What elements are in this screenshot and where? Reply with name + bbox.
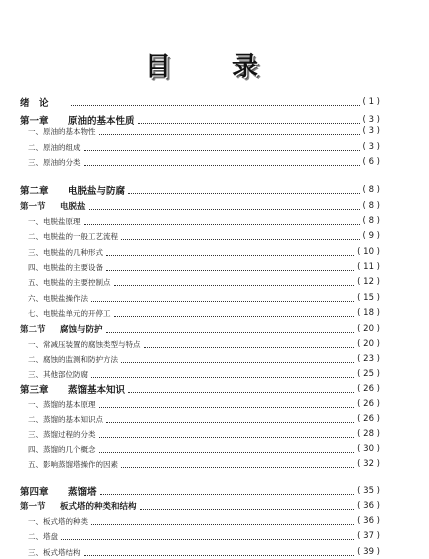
toc-entry-title [20,382,125,396]
toc-page-number: ( 36 ) [357,501,380,511]
toc-page-number: ( 35 ) [357,486,380,496]
leader-dots [61,538,354,540]
toc-page-number: ( 6 ) [362,157,380,167]
toc-page-number: ( 37 ) [357,531,380,541]
toc-entry-title [20,95,68,109]
toc-entry-label: 第四章 [20,487,49,498]
leader-dots [106,269,354,271]
leader-dots [128,192,360,194]
leader-dots [144,346,355,348]
toc-page-number: ( 10 ) [357,247,380,257]
leader-dots [71,104,360,106]
toc-entry-text: 三、蒸馏过程的分类 [28,429,96,439]
leader-dots [91,300,354,302]
toc-entry-title [28,369,88,380]
toc-section-row [20,322,380,336]
toc-chapter-row [20,484,380,498]
toc-entry-text: 一、电脱盐原理 [28,216,81,226]
toc-item-row [28,412,380,426]
toc-page-number: ( 11 ) [357,262,380,272]
toc-entry-title [28,262,103,273]
toc-entry-text: 五、电脱盐的主要控制点 [28,277,111,287]
toc-entry-text: 五、影响蒸馏塔操作的因素 [28,459,118,469]
toc-entry-text: 电脱盐 [60,202,86,212]
toc-section-row [20,199,380,213]
toc-entry-title [28,414,103,425]
toc-item-row [28,427,380,441]
toc-entry-title [28,231,118,242]
leader-dots [91,523,354,525]
toc-page-number: ( 12 ) [357,277,380,287]
toc-entry-text: 蒸馏基本知识 [68,385,126,396]
toc-item-row [28,306,380,320]
leader-dots [84,223,360,225]
toc-item-row [28,367,380,381]
leader-dots [106,331,355,333]
toc-item-row [28,514,380,528]
toc-entry-text: 三、电脱盐的几种形式 [28,247,103,257]
toc-entry-title [20,500,137,512]
toc-chapter-row [20,95,380,109]
toc-entry-title [28,399,96,410]
toc-page-number: ( 26 ) [357,399,380,409]
toc-page-number: ( 9 ) [362,231,380,241]
toc-page-number: ( 20 ) [357,324,380,334]
toc-page-number: ( 15 ) [357,293,380,303]
leader-dots [99,406,355,408]
leader-dots [84,164,360,166]
toc-entry-text: 三、原油的分类 [28,157,81,167]
toc-entry-title [28,157,81,168]
toc-page-number: ( 25 ) [357,369,380,379]
toc-entry-label: 第一节 [20,202,46,212]
toc-entry-text: 电脱盐与防腐 [68,186,126,197]
toc-entry-text: 四、蒸馏的几个概念 [28,444,96,454]
toc-entry-title [28,247,103,258]
leader-dots [99,451,355,453]
toc-entry-title [28,216,81,227]
toc-entry-text: 二、蒸馏的基本知识点 [28,414,103,424]
toc-entry-title [28,354,118,365]
toc-page-number: ( 3 ) [362,142,380,152]
toc-entry-label: 绪 论 [20,98,49,109]
leader-dots [106,421,354,423]
leader-dots [114,315,355,317]
toc-item-row [28,397,380,411]
toc-entry-title [28,142,81,153]
toc-item-row [28,275,380,289]
toc-entry-label: 第二节 [20,325,46,335]
toc-entry-title [28,126,96,137]
toc-item-row [28,155,380,169]
toc-entry-text: 蒸馏塔 [68,487,97,498]
toc-entry-text: 三、其他部位防腐 [28,369,88,379]
toc-entry-text: 四、电脱盐的主要设备 [28,262,103,272]
toc-page-number: ( 36 ) [357,516,380,526]
toc-item-row [28,457,380,471]
toc-section-row [20,499,380,513]
leader-dots [84,149,360,151]
leader-dots [114,284,355,286]
toc-entry-title [28,547,81,558]
toc-entry-text: 一、板式塔的种类 [28,516,88,526]
leader-dots [121,238,360,240]
toc-item-row [28,260,380,274]
toc-entry-title [28,308,111,319]
leader-dots [121,466,354,468]
toc-chapter-row [20,382,380,396]
toc-page-number: ( 30 ) [357,444,380,454]
toc-item-row [28,245,380,259]
toc-item-row [28,140,380,154]
leader-dots [106,254,354,256]
page-title: 目 录 [144,52,285,82]
toc-entry-title [28,429,96,440]
toc-page-number: ( 1 ) [362,97,380,107]
toc-entry-title [28,516,88,527]
toc-entry-title [20,200,86,212]
toc-page-number: ( 3 ) [362,126,380,136]
toc-entry-label: 第二章 [20,186,49,197]
toc-entry-title [28,444,96,455]
toc-item-row [28,529,380,543]
leader-dots [91,376,354,378]
toc-entry-text: 三、板式塔结构 [28,547,81,557]
toc-page-number: ( 26 ) [357,414,380,424]
toc-item-row [28,442,380,456]
toc-item-row [28,124,380,138]
leader-dots [100,493,355,495]
toc-entry-text: 七、电脱盐单元的开停工 [28,308,111,318]
toc-entry-text: 板式塔的种类和结构 [60,502,137,512]
toc-entry-title [20,323,103,335]
toc-item-row [28,352,380,366]
toc-entry-text: 一、常减压装置的腐蚀类型与特点 [28,339,141,349]
leader-dots [84,554,355,556]
toc-entry-label: 第三章 [20,385,49,396]
leader-dots [128,391,354,393]
toc-page-number: ( 8 ) [362,216,380,226]
toc-page-number: ( 32 ) [357,459,380,469]
toc-entry-title [20,484,97,498]
toc-item-row [28,291,380,305]
toc-page-number: ( 39 ) [357,547,380,557]
toc-entry-text: 二、腐蚀的监测和防护方法 [28,354,118,364]
toc-page-number: ( 8 ) [362,201,380,211]
toc-entry-text: 二、原油的组成 [28,142,81,152]
toc-entry-title [28,531,58,542]
toc-entry-text: 六、电脱盐操作法 [28,293,88,303]
toc-entry-title [28,293,88,304]
leader-dots [121,361,354,363]
toc-page-number: ( 3 ) [362,115,380,125]
toc-entry-text: 二、塔盘 [28,531,58,541]
toc-chapter-row [20,183,380,197]
toc-entry-label: 第一节 [20,502,46,512]
toc-entry-text: 一、原油的基本物性 [28,126,96,136]
toc-entry-text: 原油的基本性质 [68,116,135,127]
leader-dots [140,508,355,510]
toc-page-number: ( 18 ) [357,308,380,318]
toc-entry-label: 第一章 [20,116,49,127]
toc-page-number: ( 28 ) [357,429,380,439]
toc-entry-title [28,277,111,288]
toc-item-row [28,337,380,351]
toc-page-number: ( 23 ) [357,354,380,364]
toc-entry-title [20,183,125,197]
leader-dots [89,208,360,210]
toc-entry-text: 二、电脱盐的一般工艺流程 [28,231,118,241]
toc-entry-text: 腐蚀与防护 [60,325,103,335]
toc-page-number: ( 26 ) [357,384,380,394]
toc-page-number: ( 8 ) [362,185,380,195]
toc-item-row [28,229,380,243]
leader-dots [99,436,355,438]
toc-item-row [28,545,380,559]
toc-page-number: ( 20 ) [357,339,380,349]
toc-entry-title [28,459,118,470]
toc-entry-title [28,339,141,350]
toc-item-row [28,214,380,228]
toc-entry-text: 一、蒸馏的基本原理 [28,399,96,409]
leader-dots [99,133,360,135]
